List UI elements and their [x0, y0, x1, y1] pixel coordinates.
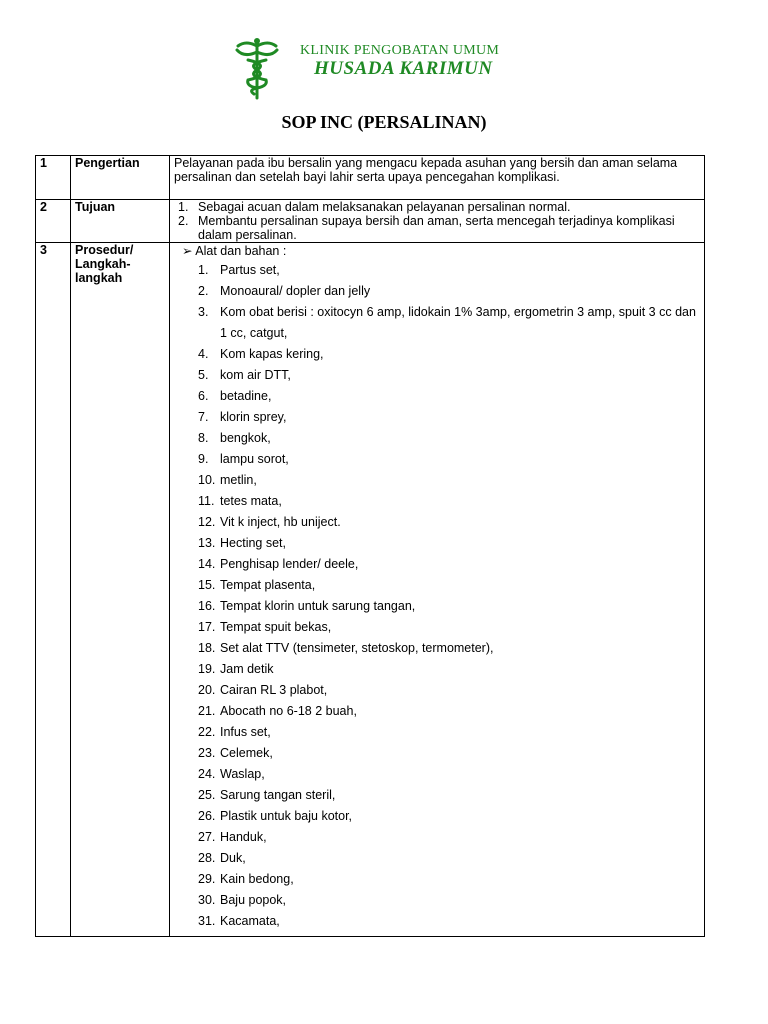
- row-content: [170, 243, 705, 937]
- tujuan-list: [174, 200, 700, 242]
- row-number: 3: [36, 243, 71, 937]
- list-item: 5. kom air DTT,: [198, 368, 291, 382]
- row-label: Prosedur/ Langkah-langkah: [71, 243, 170, 937]
- row-number: 2: [36, 200, 71, 243]
- list-item: 10. metlin,: [198, 473, 257, 487]
- sop-table: [35, 155, 705, 937]
- list-item: 4. Kom kapas kering,: [198, 347, 324, 361]
- list-item: 21. Abocath no 6-18 2 buah,: [198, 704, 357, 718]
- list-item: 29. Kain bedong,: [198, 872, 294, 886]
- arrow-bullet-icon: ➢: [182, 244, 193, 258]
- list-item: 12. Vit k inject, hb uniject.: [198, 515, 341, 529]
- clinic-name-line1: KLINIK PENGOBATAN UMUM: [300, 43, 500, 58]
- list-item: 30. Baju popok,: [198, 893, 287, 907]
- table-row: [36, 200, 705, 243]
- list-item: 2. Membantu persalinan supaya bersih dan aman, serta mencegah terjadinya komplikasi dalam persalinan.: [178, 214, 675, 242]
- document-header: [0, 0, 768, 110]
- list-item: 2. Monoaural/ dopler dan jelly: [198, 284, 371, 298]
- list-item: 14. Penghisap lender/ deele,: [198, 557, 359, 571]
- equipment-list: [174, 260, 700, 932]
- list-item: 8. bengkok,: [198, 431, 271, 445]
- list-item: 13. Hecting set,: [198, 536, 287, 550]
- list-item: 24. Waslap,: [198, 767, 265, 781]
- list-item: 22. Infus set,: [198, 725, 271, 739]
- document-title: SOP INC (PERSALINAN): [281, 112, 487, 132]
- list-item: 20. Cairan RL 3 plabot,: [198, 683, 328, 697]
- caduceus-icon: [234, 36, 280, 100]
- row-label: Pengertian: [71, 156, 170, 200]
- list-item: 25. Sarung tangan steril,: [198, 788, 336, 802]
- table-row: [36, 243, 705, 937]
- list-item: 7. klorin sprey,: [198, 410, 287, 424]
- section-heading: ➢ Alat dan bahan :: [182, 244, 287, 258]
- list-item: 3. Kom obat berisi : oxitocyn 6 amp, lidokain 1% 3amp, ergometrin 3 amp, spuit 3 cc dan 1 cc, catgut,: [198, 305, 696, 340]
- list-item: 28. Duk,: [198, 851, 246, 865]
- table-row: [36, 156, 705, 200]
- list-item: 31. Kacamata,: [198, 914, 280, 928]
- clinic-name-line2: HUSADA KARIMUN: [314, 58, 493, 79]
- list-item: 9. lampu sorot,: [198, 452, 289, 466]
- list-item: 11. tetes mata,: [198, 494, 282, 508]
- list-item: 18. Set alat TTV (tensimeter, stetoskop, termometer),: [198, 641, 494, 655]
- row-content: Pelayanan pada ibu bersalin yang mengacu kepada asuhan yang bersih dan aman selama persalinan dan setelah bayi lahir serta upaya pencegahan komplikasi.: [170, 156, 705, 200]
- row-content: [170, 200, 705, 243]
- list-item: 23. Celemek,: [198, 746, 273, 760]
- row-label: Tujuan: [71, 200, 170, 243]
- list-item: 6. betadine,: [198, 389, 272, 403]
- list-item: 15. Tempat plasenta,: [198, 578, 316, 592]
- list-item: 1. Sebagai acuan dalam melaksanakan pelayanan persalinan normal.: [178, 200, 571, 214]
- list-item: 26. Plastik untuk baju kotor,: [198, 809, 353, 823]
- list-item: 19. Jam detik: [198, 662, 274, 676]
- list-item: 1. Partus set,: [198, 263, 280, 277]
- row-number: 1: [36, 156, 71, 200]
- list-item: 16. Tempat klorin untuk sarung tangan,: [198, 599, 416, 613]
- list-item: 17. Tempat spuit bekas,: [198, 620, 332, 634]
- list-item: 27. Handuk,: [198, 830, 267, 844]
